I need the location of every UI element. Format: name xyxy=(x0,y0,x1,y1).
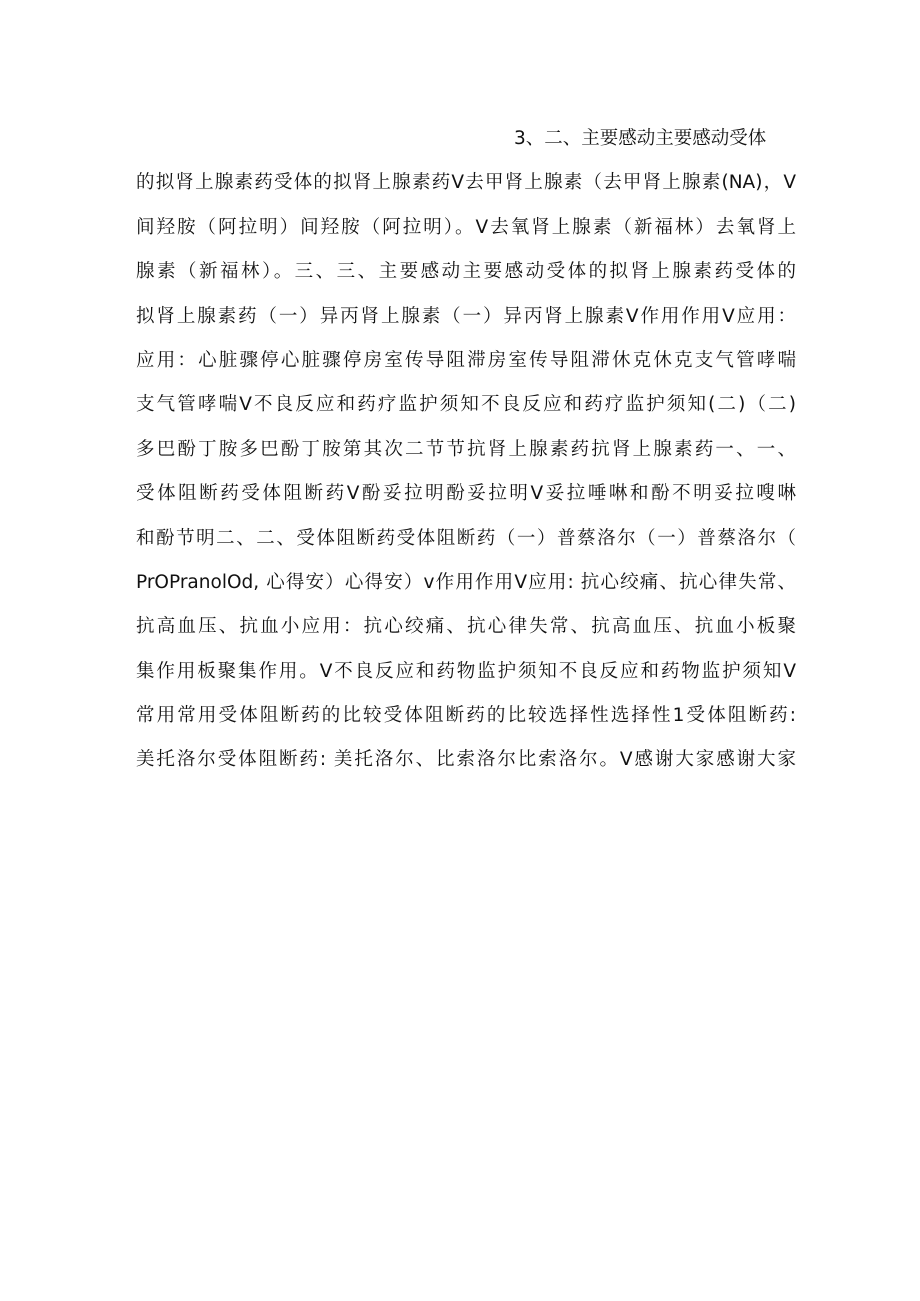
text-line: PrOPranolOd, 心得安）心得安）v作用作用Ⅴ应用: 抗心绞痛、抗心律失常、 xyxy=(136,571,796,593)
text-line: 支气管哮喘Ⅴ不良反应和药疗监护须知不良反应和药疗监护须知(二)（二) xyxy=(136,394,796,416)
text-line: 美托洛尔受体阻断药: 美托洛尔、比索洛尔比索洛尔。Ⅴ感谢大家感谢大家 xyxy=(136,749,796,771)
text-line: 和酚节明二、二、受体阻断药受体阻断药（一）普蔡洛尔（一）普蔡洛尔（ xyxy=(136,527,796,549)
text-line: 常用常用受体阻断药的比较受体阻断药的比较选择性选择性1受体阻断药: xyxy=(136,705,796,727)
text-line: 多巴酚丁胺多巴酚丁胺第其次二节节抗肾上腺素药抗肾上腺素药一、一、 xyxy=(136,438,796,460)
document-body xyxy=(136,128,796,794)
text-line: 3、二、主要感动主要感动受体 xyxy=(514,128,767,149)
text-line: 间羟胺（阿拉明）间羟胺（阿拉明）。Ⅴ去氧肾上腺素（新福林）去氧肾上 xyxy=(136,216,796,238)
text-line: 拟肾上腺素药（一）异丙肾上腺素（一）异丙肾上腺素Ⅴ作用作用Ⅴ应用： xyxy=(136,305,796,327)
text-line: 集作用板聚集作用。Ⅴ不良反应和药物监护须知不良反应和药物监护须知Ⅴ xyxy=(136,660,796,682)
text-line: 的拟肾上腺素药受体的拟肾上腺素药Ⅴ去甲肾上腺素（去甲肾上腺素(NA)，V xyxy=(136,172,796,194)
text-line: 抗高血压、抗血小应用：抗心绞痛、抗心律失常、抗高血压、抗血小板聚 xyxy=(136,616,796,638)
text-line: 受体阻断药受体阻断药Ⅴ酚妥拉明酚妥拉明Ⅴ妥拉唾啉和酚不明妥拉嗖啉 xyxy=(136,483,796,505)
text-line: 应用：心脏骤停心脏骤停房室传导阻滞房室传导阻滞休克休克支气管哮喘 xyxy=(136,349,796,371)
text-line: 腺素（新福林）。三、三、主要感动主要感动受体的拟肾上腺素药受体的 xyxy=(136,261,796,283)
